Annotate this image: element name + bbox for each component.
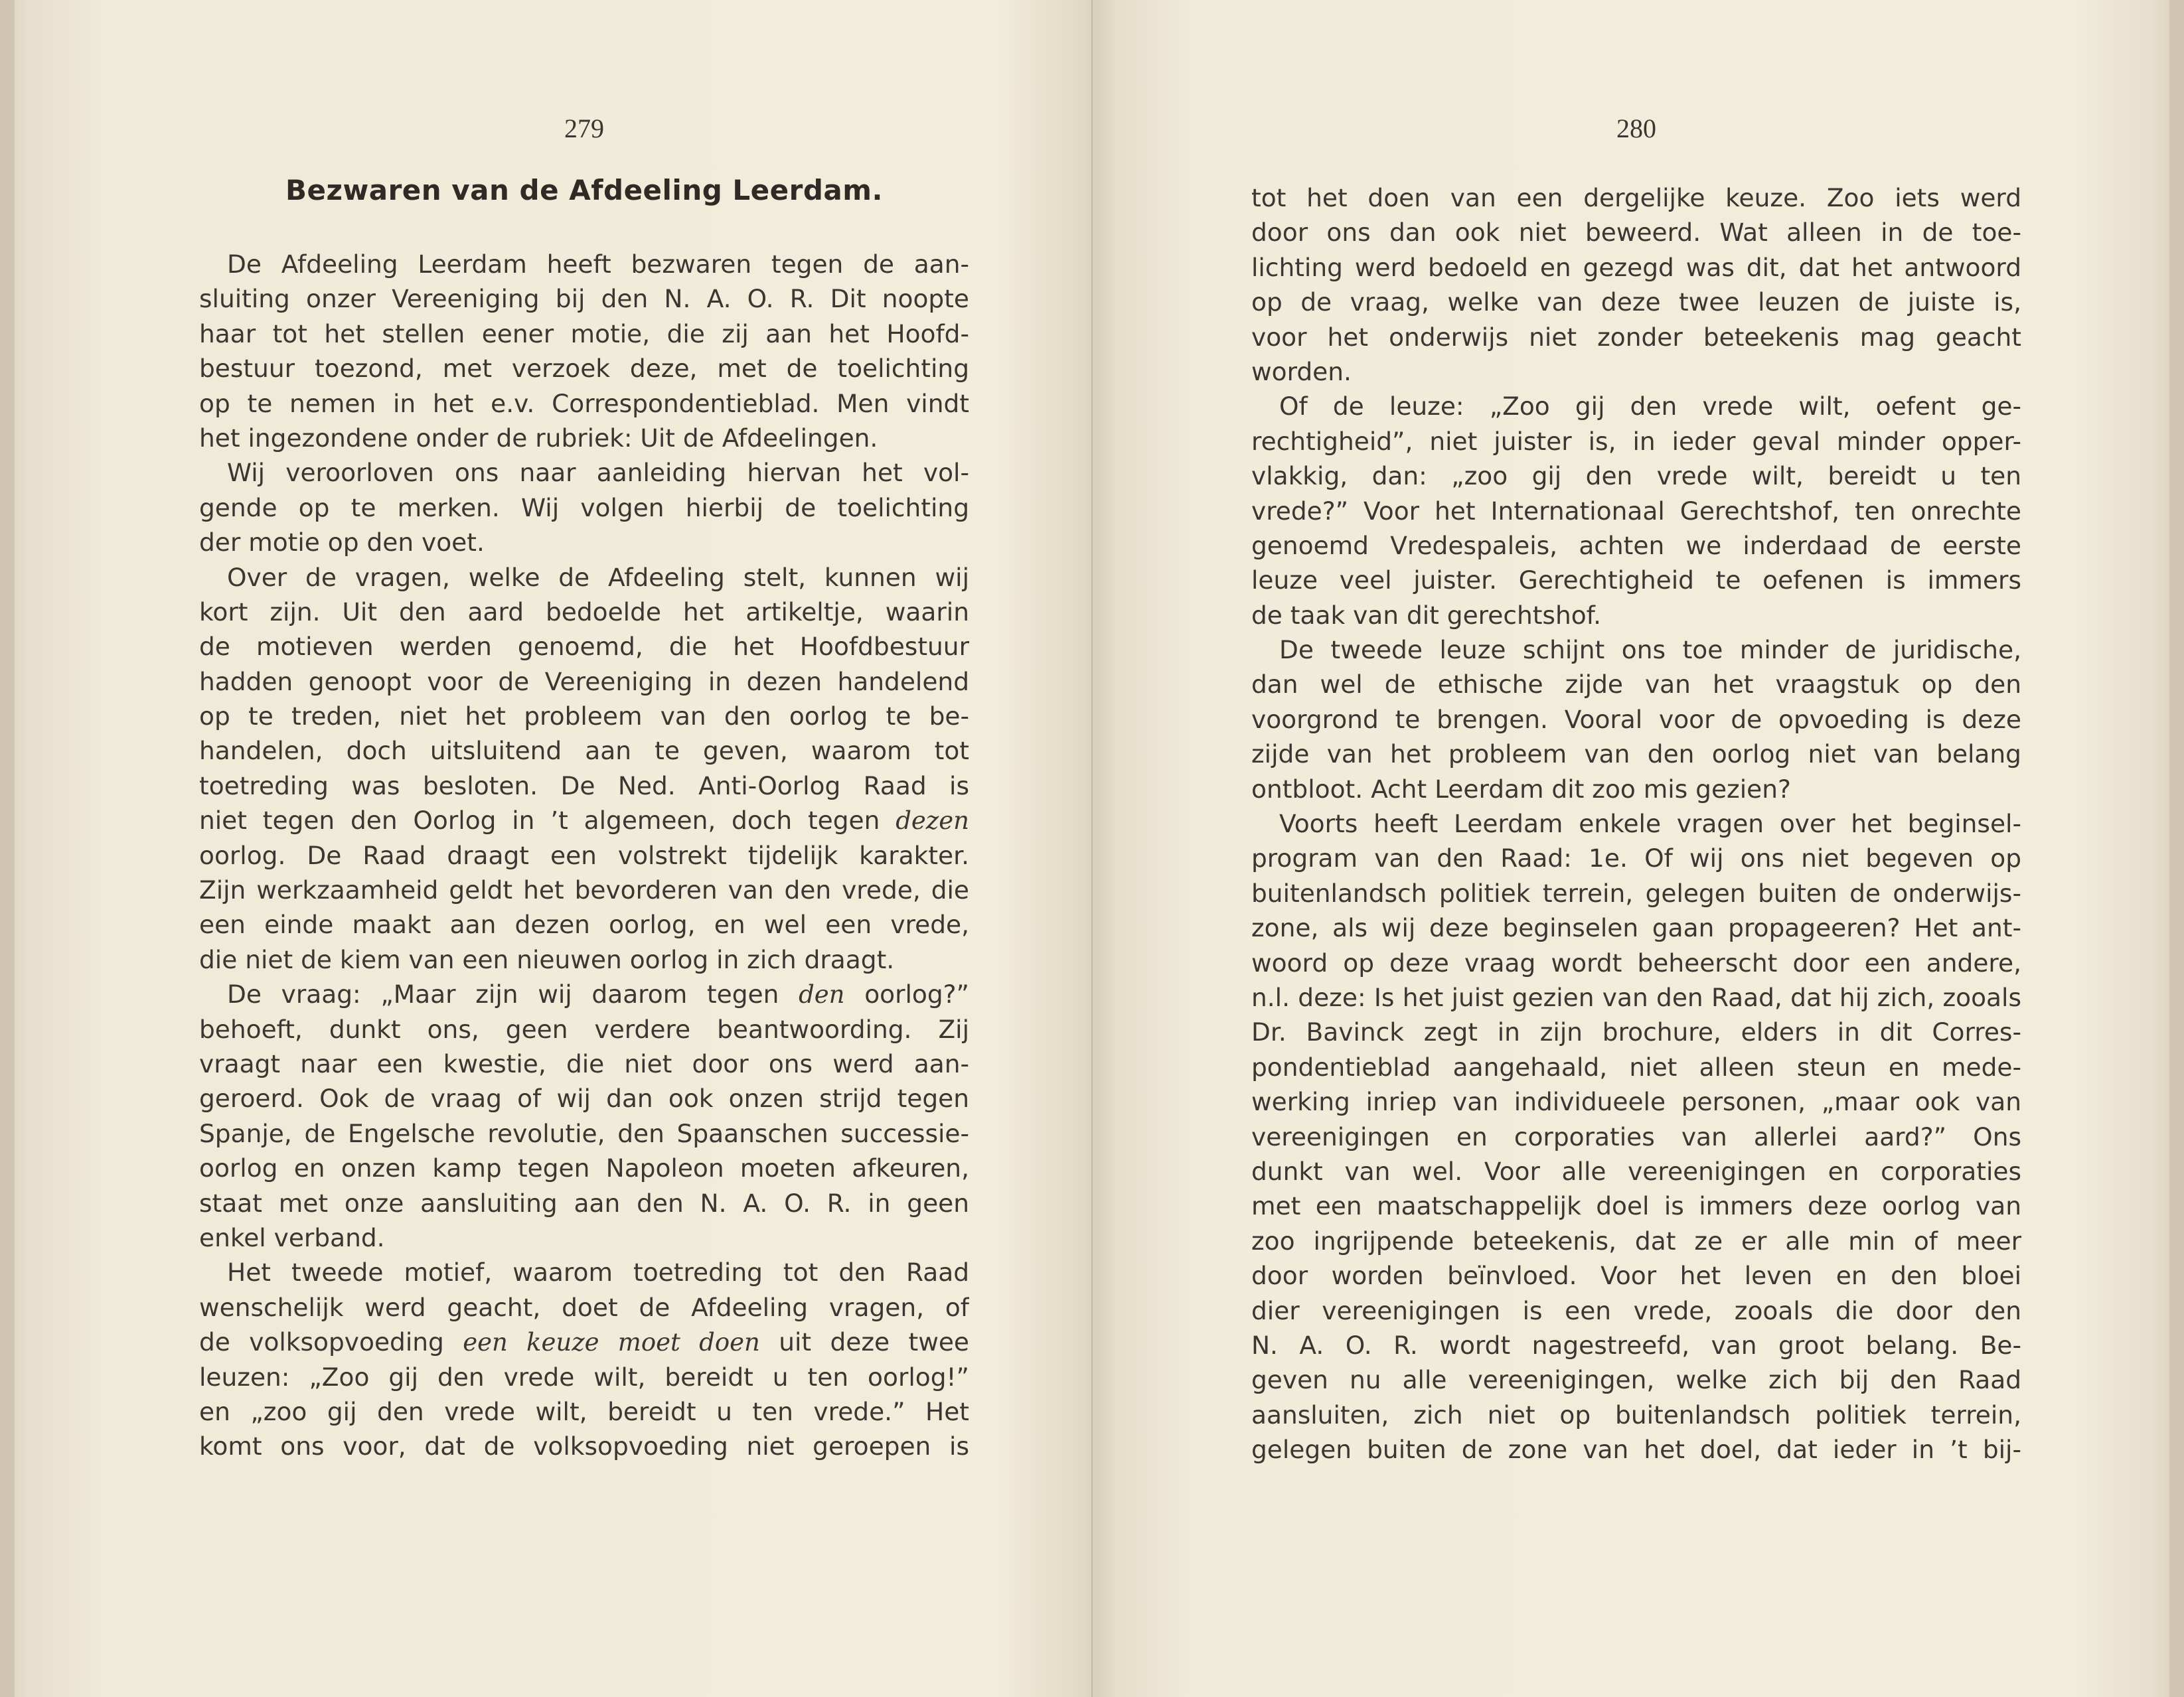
text-line	[1251, 946, 2021, 980]
text-line-content: kort zijn. Uit den aard bedoelde het artikeltje, waarin	[199, 597, 969, 627]
book-gutter	[1091, 0, 1093, 1697]
text-line	[1251, 1363, 2021, 1397]
text-line	[199, 1081, 969, 1116]
text-line	[1251, 389, 2021, 423]
text-line-content: woord op deze vraag wordt beheerscht door een andere,	[1251, 948, 2021, 978]
text-line-content: werking inriep van individueele personen, „maar ook van	[1251, 1087, 2021, 1117]
text-line	[199, 1012, 969, 1047]
text-line	[1251, 876, 2021, 911]
text-line-content: De tweede leuze schijnt ons toe minder de juridische,	[1279, 635, 2021, 665]
text-line	[1251, 667, 2021, 701]
text-line-continuation: uit deze twee	[779, 1327, 969, 1357]
text-line-content: Zijn werkzaamheid geldt het bevorderen van den vrede, die	[199, 875, 969, 905]
text-line-content: buitenlandsch politiek terrein, gelegen buiten de onderwijs-	[1251, 878, 2021, 908]
text-line-continuation: oorlog?”	[864, 980, 969, 1009]
text-line-content: voorgrond te brengen. Vooral voor de opvoeding is deze	[1251, 704, 2021, 734]
text-line-content: vraagt naar een kwestie, die niet door ons werd aan-	[199, 1049, 969, 1078]
text-line	[199, 317, 969, 351]
text-line-content: die niet de kiem van een nieuwen oorlog in zich draagt.	[199, 944, 895, 974]
italic-emphasis: den	[799, 980, 845, 1009]
text-line-content: wenschelijk werd geacht, doet de Afdeeling vragen, of	[199, 1292, 969, 1322]
text-line	[199, 1220, 969, 1255]
text-line-content: haar tot het stellen eener motie, die zij aan het Hoofd-	[199, 319, 969, 348]
text-line	[199, 1116, 969, 1151]
text-line	[1251, 285, 2021, 319]
text-line	[199, 560, 969, 595]
text-line-content: dier vereenigingen is een vrede, zooals die door den	[1251, 1295, 2021, 1325]
text-line-content: zijde van het probleem van den oorlog niet van belang	[1251, 739, 2021, 769]
text-line-content: lichting werd bedoeld en gezegd was dit, dat het antwoord	[1251, 252, 2021, 282]
text-line-content: De vraag: „Maar zijn wij daarom tegen	[227, 980, 779, 1009]
text-line-content: vereenigingen en corporaties van allerlei aard?” Ons	[1251, 1122, 2021, 1151]
text-line	[1251, 772, 2021, 806]
book-edge-left	[0, 0, 15, 1697]
text-line	[199, 733, 969, 768]
text-line	[199, 873, 969, 907]
text-line	[199, 942, 969, 977]
text-line	[199, 838, 969, 873]
text-line	[199, 1186, 969, 1220]
text-line	[199, 664, 969, 699]
text-line	[199, 455, 969, 490]
body-text	[199, 247, 969, 1464]
text-line	[1251, 1293, 2021, 1328]
text-line	[199, 1047, 969, 1081]
text-line	[1251, 1084, 2021, 1119]
section-heading: Bezwaren van de Afdeeling Leerdam.	[285, 174, 883, 206]
text-line-content: pondentieblad aangehaald, niet alleen steun en mede-	[1251, 1052, 2021, 1082]
text-line-content: voor het onderwijs niet zonder beteekenis mag geacht	[1251, 322, 2021, 352]
text-line-content: genoemd Vredespaleis, achten we inderdaad de eerste	[1251, 530, 2021, 560]
italic-emphasis: een keuze moet doen	[463, 1328, 760, 1357]
text-line	[1251, 1328, 2021, 1363]
text-line	[1251, 1398, 2021, 1432]
text-line-content: hadden genoopt voor de Vereeniging in dezen handelend	[199, 666, 969, 696]
text-line-content: dunkt van wel. Voor alle vereenigingen en corporaties	[1251, 1156, 2021, 1186]
text-line	[1251, 1120, 2021, 1154]
text-line-content: met een maatschappelijk doel is immers deze oorlog van	[1251, 1191, 2021, 1221]
page-number: 279	[564, 113, 604, 143]
text-line-content: worden.	[1251, 356, 1352, 386]
text-line-content: dan wel de ethische zijde van het vraagstuk op den	[1251, 670, 2021, 700]
text-line-content: op te nemen in het e.v. Correspondentieblad. Men vindt	[199, 388, 969, 418]
text-line-content: ontbloot. Acht Leerdam dit zoo mis gezien?	[1251, 774, 1791, 804]
text-line	[1251, 181, 2021, 215]
text-line-content: geroerd. Ook de vraag of wij dan ook onzen strijd tegen	[199, 1084, 969, 1114]
text-line-content: niet tegen den Oorlog in ’t algemeen, doch tegen	[199, 806, 880, 836]
text-line-content: der motie op den voet.	[199, 528, 485, 557]
text-line	[1251, 320, 2021, 354]
text-line	[1251, 702, 2021, 737]
text-line	[199, 1325, 969, 1359]
text-line	[1251, 1258, 2021, 1293]
text-line-content: het ingezondene onder de rubriek: Uit de Afdeelingen.	[199, 423, 878, 453]
text-line-content: Spanje, de Engelsche revolutie, den Spaanschen successie-	[199, 1118, 969, 1148]
page-number: 280	[1616, 113, 1656, 143]
text-line	[1251, 424, 2021, 459]
text-line	[199, 595, 969, 629]
text-line	[199, 907, 969, 942]
text-line	[199, 1255, 969, 1290]
text-line	[1251, 980, 2021, 1015]
text-line	[199, 525, 969, 559]
text-line-content: staat met onze aansluiting aan den N. A. O. R. in geen	[199, 1188, 969, 1218]
body-text	[1251, 181, 2021, 1467]
text-line-content: de motieven werden genoemd, die het Hoofdbestuur	[199, 632, 969, 662]
text-line	[1251, 459, 2021, 493]
text-line-content: een einde maakt aan dezen oorlog, en wel een vrede,	[199, 910, 969, 940]
text-line	[199, 977, 969, 1011]
text-line	[1251, 737, 2021, 771]
text-line-content: enkel verband.	[199, 1222, 385, 1252]
text-line-content: en „zoo gij den vrede wilt, bereidt u ten vrede.” Het	[199, 1396, 969, 1426]
text-line-content: Dr. Bavinck zegt in zijn brochure, elders in dit Corres-	[1251, 1017, 2021, 1047]
text-line-content: N. A. O. R. wordt nagestreefd, van groot belang. Be-	[1251, 1330, 2021, 1360]
text-line	[1251, 1432, 2021, 1467]
italic-emphasis: dezen	[896, 806, 969, 836]
text-line-content: Het tweede motief, waarom toetreding tot den Raad	[227, 1258, 969, 1288]
text-line-content: oorlog. De Raad draagt een volstrekt tijdelijk karakter.	[199, 840, 969, 870]
text-line	[199, 490, 969, 525]
text-line-content: handelen, doch uitsluitend aan te geven, waarom tot	[199, 736, 969, 766]
text-line-content: toetreding was besloten. De Ned. Anti-Oorlog Raad is	[199, 771, 969, 800]
text-line-content: zoo ingrijpende beteekenis, dat ze er alle min of meer	[1251, 1226, 2021, 1256]
text-line-content: De Afdeeling Leerdam heeft bezwaren tegen de aan-	[227, 250, 969, 279]
text-line	[1251, 1224, 2021, 1258]
text-line-content: de volksopvoeding	[199, 1327, 444, 1357]
text-line-content: zone, als wij deze beginselen gaan propageeren? Het ant-	[1251, 913, 2021, 943]
text-line	[1251, 494, 2021, 528]
text-line-content: geven nu alle vereenigingen, welke zich bij den Raad	[1251, 1365, 2021, 1395]
text-line	[199, 281, 969, 316]
text-line-content: Of de leuze: „Zoo gij den vrede wilt, oefent ge-	[1279, 392, 2021, 421]
text-line	[1251, 632, 2021, 667]
text-line	[1251, 1154, 2021, 1189]
text-line-content: gende op te merken. Wij volgen hierbij de toelichting	[199, 492, 969, 522]
text-line	[199, 803, 969, 838]
text-line-content: oorlog en onzen kamp tegen Napoleon moeten afkeuren,	[199, 1153, 969, 1183]
text-line	[199, 247, 969, 281]
text-line-content: Wij veroorloven ons naar aanleiding hiervan het vol-	[227, 458, 969, 488]
text-line	[1251, 911, 2021, 945]
book-edge-right	[2169, 0, 2184, 1697]
text-line-content: tot het doen van een dergelijke keuze. Zoo iets werd	[1251, 183, 2021, 212]
text-line-content: komt ons voor, dat de volksopvoeding niet geroepen is	[199, 1432, 969, 1461]
text-line-content: rechtigheid”, niet juister is, in ieder geval minder opper-	[1251, 426, 2021, 456]
text-line	[199, 1429, 969, 1463]
text-line	[199, 421, 969, 455]
text-line-content: Over de vragen, welke de Afdeeling stelt, kunnen wij	[227, 562, 969, 592]
text-line-content: leuzen: „Zoo gij den vrede wilt, bereidt u ten oorlog!”	[199, 1362, 969, 1392]
text-line-content: program van den Raad: 1e. Of wij ons niet begeven op	[1251, 844, 2021, 873]
text-line	[199, 1290, 969, 1325]
text-line-content: op de vraag, welke van deze twee leuzen de juiste is,	[1251, 287, 2021, 317]
text-line	[199, 351, 969, 386]
text-line	[1251, 841, 2021, 875]
text-line-content: n.l. deze: Is het juist gezien van den Raad, dat hij zich, zooals	[1251, 982, 2021, 1012]
text-line-content: behoeft, dunkt ons, geen verdere beantwoording. Zij	[199, 1014, 969, 1044]
text-line	[1251, 806, 2021, 841]
text-line	[199, 1151, 969, 1185]
text-line-content: Voorts heeft Leerdam enkele vragen over het beginsel-	[1279, 809, 2021, 839]
text-line-content: op te treden, niet het probleem van den oorlog te be-	[199, 701, 969, 731]
text-line	[1251, 563, 2021, 597]
text-line	[199, 1394, 969, 1429]
text-line-content: bestuur toezond, met verzoek deze, met de toelichting	[199, 354, 969, 384]
text-line-content: vrede?” Voor het Internationaal Gerechtshof, ten onrechte	[1251, 496, 2021, 526]
text-line-content: vlakkig, dan: „zoo gij den vrede wilt, bereidt u ten	[1251, 461, 2021, 491]
text-line-content: gelegen buiten de zone van het doel, dat ieder in ’t bij-	[1251, 1435, 2021, 1465]
text-line	[199, 386, 969, 421]
text-line	[1251, 215, 2021, 250]
text-line	[199, 699, 969, 733]
text-line	[1251, 250, 2021, 285]
text-line	[1251, 1015, 2021, 1049]
text-line	[1251, 528, 2021, 563]
text-line	[1251, 1050, 2021, 1084]
text-line	[199, 629, 969, 664]
text-line-content: leuze veel juister. Gerechtigheid te oefenen is immers	[1251, 565, 2021, 595]
right-page	[1251, 0, 2021, 1697]
text-line	[199, 1360, 969, 1394]
text-line-content: door worden beïnvloed. Voor het leven en den bloei	[1251, 1261, 2021, 1291]
text-line	[1251, 598, 2021, 632]
text-line-content: sluiting onzer Vereeniging bij den N. A. O. R. Dit noopte	[199, 284, 969, 314]
text-line	[1251, 354, 2021, 389]
left-page	[199, 0, 969, 1697]
text-line	[1251, 1189, 2021, 1223]
text-line	[199, 769, 969, 803]
text-line-content: aansluiten, zich niet op buitenlandsch politiek terrein,	[1251, 1400, 2021, 1430]
text-line-content: de taak van dit gerechtshof.	[1251, 600, 1602, 630]
text-line-content: door ons dan ook niet beweerd. Wat alleen in de toe-	[1251, 218, 2021, 248]
